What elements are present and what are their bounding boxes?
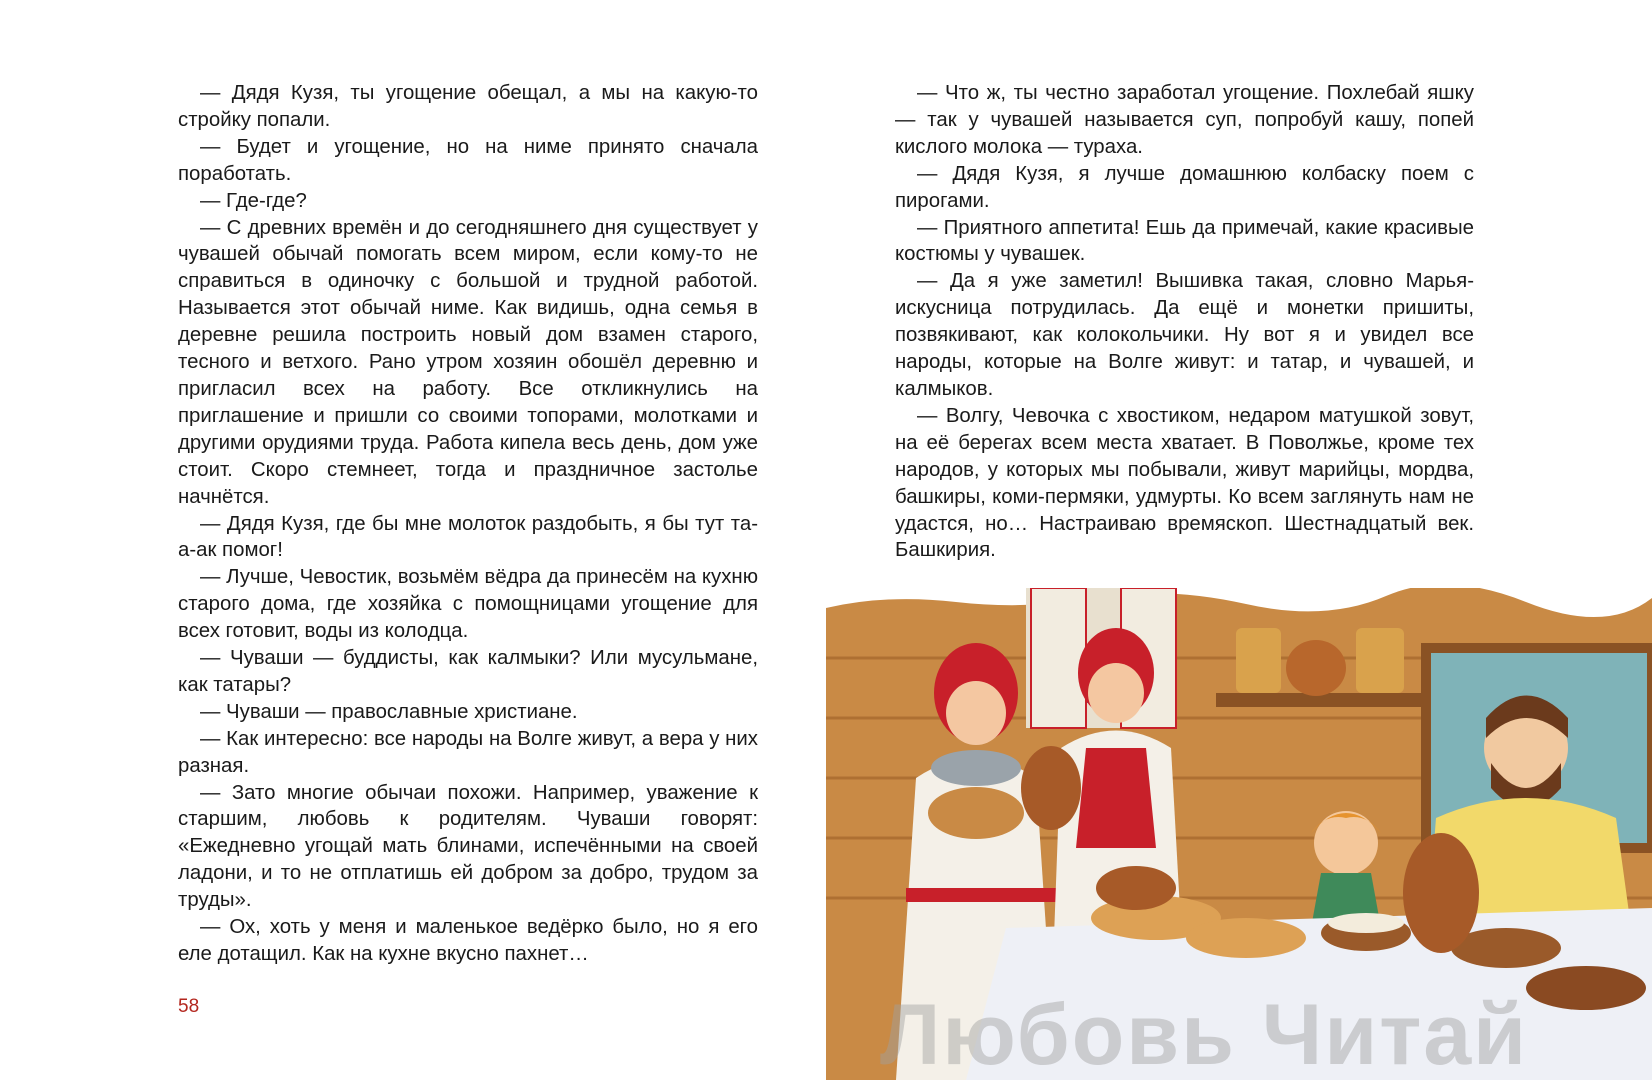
bread-loaf bbox=[928, 787, 1024, 839]
paragraph: — Чуваши — православные христиане. bbox=[200, 700, 578, 723]
paragraph: — Будет и угощение, но на ниме принято сначала поработать. bbox=[178, 135, 758, 185]
paragraph: — Лучше, Чевостик, возьмём вёдра да принесём на кухню старого дома, где хозяйка с помощницами угощение для всех готовит, воды из колодца. bbox=[178, 566, 758, 643]
paragraph: — Зато многие обычаи похожи. Например, уважение к старшим, любовь к родителям. Чуваши говорят: «Ежедневно угощай мать блинами, испечёнными на своей ладони, и то не отплатишь ей добром за добро, трудом за труды». bbox=[178, 781, 758, 912]
paragraph: — Дядя Кузя, я лучше домашнюю колбаску поем с пирогами. bbox=[895, 162, 1474, 212]
paragraph: — Дядя Кузя, где бы мне молоток раздобыть, я бы тут та-а-ак помог! bbox=[178, 512, 758, 562]
paragraph: — Приятного аппетита! Ешь да примечай, какие красивые костюмы у чувашек. bbox=[895, 216, 1474, 266]
paragraph: — Как интересно: все народы на Волге живут, а вера у них разная. bbox=[178, 727, 758, 777]
paragraph: — Ох, хоть у меня и маленькое ведёрко было, но я его еле дотащил. Как на кухне вкусно пахнет… bbox=[178, 916, 758, 965]
paragraph: — Чуваши — буддисты, как калмыки? Или мусульмане, как татары? bbox=[178, 647, 758, 696]
page-number: 58 bbox=[178, 996, 200, 1017]
paragraph: — Что ж, ты честно заработал угощение. Похлебай яшку — так у чувашей называется суп, попробуй кашу, попей кислого молока — тураха. bbox=[895, 82, 1474, 158]
paragraph: — Дядя Кузя, ты угощение обещал, а мы на какую-то стройку попали. bbox=[178, 82, 758, 131]
watermark: Любовь Читай bbox=[880, 990, 1529, 1080]
jug bbox=[1021, 746, 1081, 830]
paragraph: — Волгу, Чевочка с хвостиком, недаром матушкой зовут, на её берегах всем места хватает. В Поволжье, кроме тех народов, у которых мы побывали, живут марийцы, мордва, башкиры, коми-пермяки, удмурты. Ко всем заглянуть нам не удастся, но… Настраиваю времяскоп. Шестнадцатый век. Башкирия. bbox=[895, 404, 1474, 562]
right-text-column bbox=[895, 80, 1474, 564]
paragraph: — Да я уже заметил! Вышивка такая, словно Марья-искусница потрудилась. Да ещё и монетки пришиты, позвякивают, как колокольчики. Ну вот я и увидел все народы, которые на Волге живут: и татар, и чувашей, и калмыков. bbox=[895, 270, 1474, 400]
left-text-column bbox=[178, 80, 758, 968]
paragraph: — С древних времён и до сегодняшнего дня существует у чувашей обычай помогать всем миром, если кому-то не справиться в одиночку с большой и трудной работой. Называется этот обычай ниме. Как видишь, одна семья в деревне решила построить новый дом взамен старого, тесного и ветхого. Рано утром хозяин обошёл деревню и пригласил всех на работу. Все откликнулись на приглашение и пришли со своими топорами, молотками и другими орудиями труда. Работа кипела весь день, дом уже стоит. Скоро стемнеет, тогда и праздничное застолье начнётся. bbox=[178, 216, 758, 508]
paragraph: — Где-где? bbox=[200, 189, 307, 212]
